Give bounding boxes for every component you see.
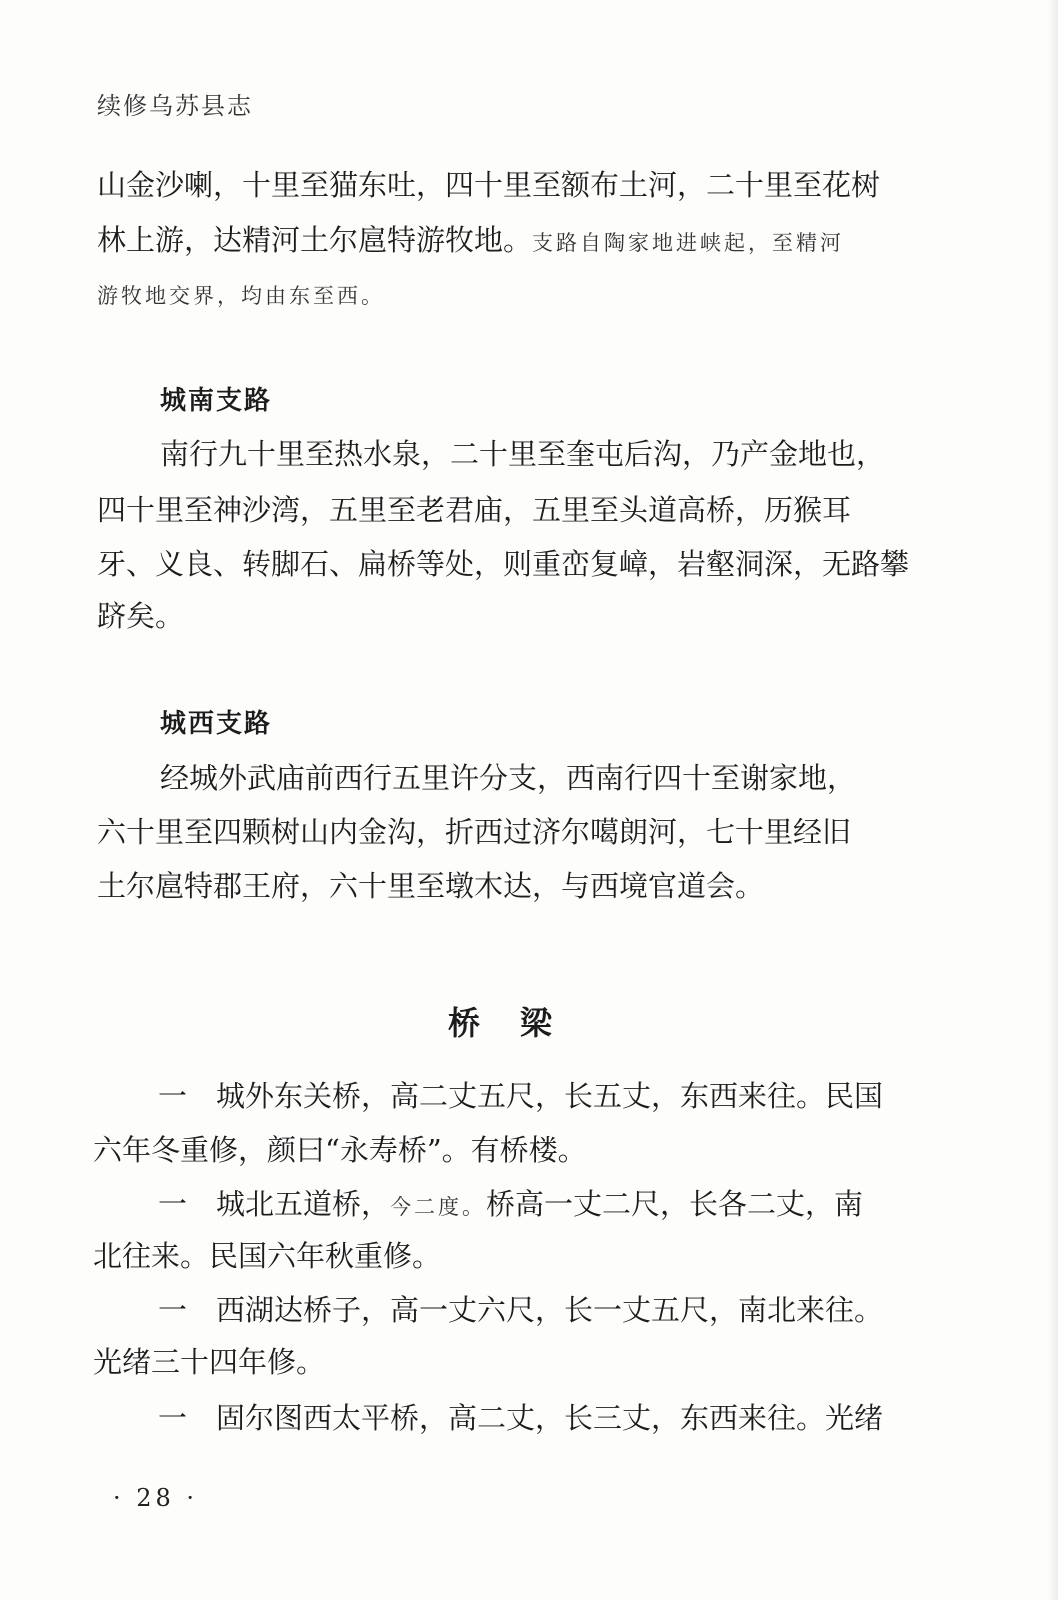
text-line: 四十里至神沙湾，五里至老君庙，五里至头道高桥，历猴耳 [97,493,852,527]
page-edge-shadow [1048,0,1058,1600]
text-line: 南行九十里至热水泉，二十里至奎屯后沟，乃产金地也， [160,437,886,471]
text-span: 林上游，达精河土尔扈特游牧地。 [97,223,533,257]
text-line: 一 西湖达桥子，高一丈六尺，长一丈五尺，南北来往。 [158,1293,884,1327]
text-span: 一 城北五道桥， [158,1187,391,1221]
section-heading: 城西支路 [160,709,273,739]
text-line [97,220,844,263]
text-line: 跻矣。 [97,599,185,633]
text-span: 桥高一丈二尺，长各二丈，南 [486,1187,864,1221]
text-line: 一 固尔图西太平桥，高二丈，长三丈，东西来往。光绪 [158,1401,884,1435]
text-line: 六年冬重修，颜曰“永寿桥”。有桥楼。 [93,1133,587,1167]
text-line: 山金沙喇，十里至猫东吐，四十里至额布土河，二十里至花树 [97,168,881,202]
text-line [158,1184,863,1227]
text-line: 光绪三十四年修。 [93,1345,326,1379]
section-title: 桥梁 [447,1004,592,1042]
page-number: · 28 · [113,1484,199,1512]
text-line: 六十里至四颗树山内金沟，折西过济尔噶朗河，七十里经旧 [97,815,852,849]
text-line: 北往来。民国六年秋重修。 [93,1239,442,1273]
text-line: 一 城外东关桥，高二丈五尺，长五丈，东西来往。民国 [158,1079,884,1113]
text-line: 土尔扈特郡王府，六十里至墩木达，与西境官道会。 [97,869,765,903]
section-heading: 城南支路 [160,386,273,416]
annotation-note: 今二度。 [390,1195,487,1219]
text-line: 经城外武庙前西行五里许分支，西南行四十至谢家地， [160,761,857,795]
annotation-note: 支路自陶家地进峡起，至精河 [532,231,845,255]
annotation-note: 游牧地交界，均由东至西。 [97,284,385,308]
text-line: 牙、义良、转脚石、扁桥等处，则重峦复嶂，岩壑洞深，无路攀 [97,547,910,581]
running-head: 续修乌苏县志 [97,92,253,120]
